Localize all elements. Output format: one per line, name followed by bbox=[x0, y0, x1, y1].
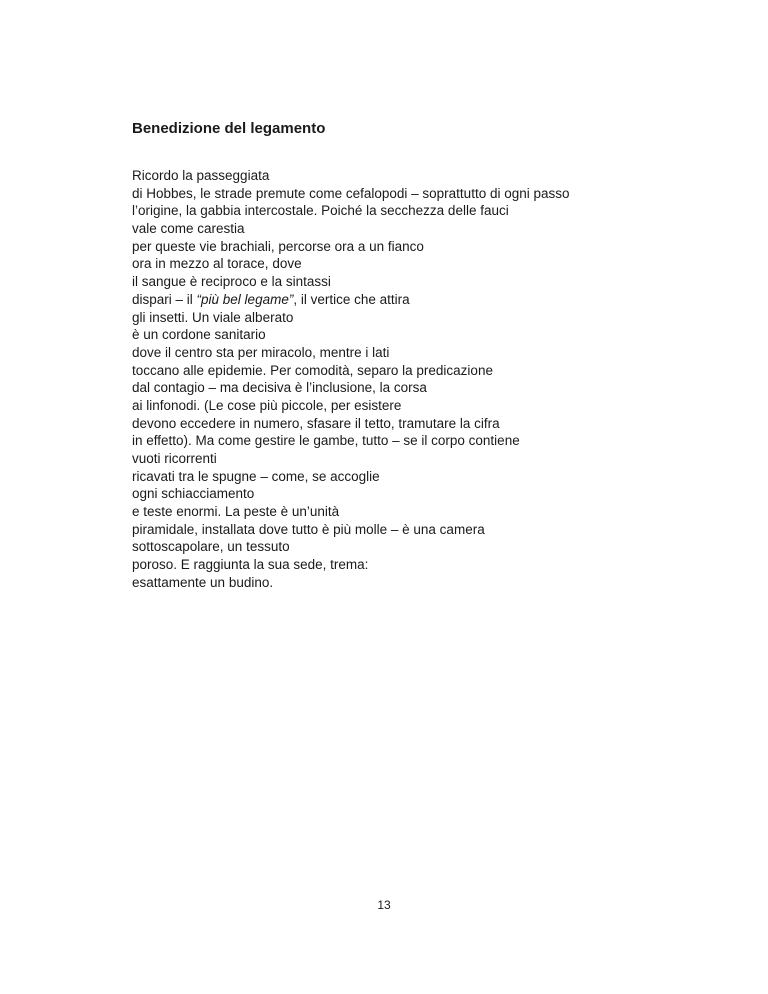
poem-line: vuoti ricorrenti bbox=[132, 451, 217, 466]
poem-line: e teste enormi. La peste è un’unità bbox=[132, 504, 340, 520]
poem-line: il sangue è reciproco e la sintassi bbox=[132, 274, 331, 290]
poem-line: ricavati tra le spugne – come, se accoglie bbox=[132, 468, 380, 484]
poem-line: l’origine, la gabbia intercostale. Poiché la secchezza delle fauci bbox=[132, 203, 509, 219]
poem-line: di Hobbes, le strade premute come cefalopodi – soprattutto di ogni passo bbox=[132, 185, 570, 201]
poem-line-segment: dispari – il bbox=[132, 291, 197, 307]
poem-line: vale come carestia bbox=[132, 221, 245, 237]
poem-line: Ricordo la passeggiata bbox=[132, 168, 270, 183]
poem-line: ogni schiacciamento bbox=[132, 486, 255, 502]
poem-line: ai linfonodi. (Le cose più piccole, per esistere bbox=[132, 397, 402, 413]
poem-line: è un cordone sanitario bbox=[132, 327, 266, 343]
poem-line-with-quote bbox=[132, 291, 570, 309]
poem-line: poroso. E raggiunta la sua sede, trema: bbox=[132, 557, 369, 573]
poem-line: esattamente un budino. bbox=[132, 574, 274, 590]
italic-quote: “più bel legame” bbox=[196, 291, 294, 307]
poem-line: toccano alle epidemie. Per comodità, separo la predicazione bbox=[132, 362, 493, 378]
poem-line: in effetto). Ma come gestire le gambe, tutto – se il corpo contiene bbox=[132, 433, 520, 449]
poem-body bbox=[132, 167, 570, 592]
page-number: 13 bbox=[377, 898, 391, 912]
poem-line: sottoscapolare, un tessuto bbox=[132, 539, 290, 555]
poem-line-segment: , il vertice che attira bbox=[293, 291, 410, 307]
poem-line: per queste vie brachiali, percorse ora a un fianco bbox=[132, 238, 424, 254]
poem-line: gli insetti. Un viale alberato bbox=[132, 309, 294, 325]
poem-line: devono eccedere in numero, sfasare il tetto, tramutare la cifra bbox=[132, 415, 500, 431]
poem-line: ora in mezzo al torace, dove bbox=[132, 256, 302, 272]
poem-line: dal contagio – ma decisiva è l’inclusione, la corsa bbox=[132, 380, 427, 396]
poem-title: Benedizione del legamento bbox=[132, 120, 326, 137]
poem-line: dove il centro sta per miracolo, mentre i lati bbox=[132, 344, 390, 360]
poem-line: piramidale, installata dove tutto è più molle – è una camera bbox=[132, 521, 485, 537]
